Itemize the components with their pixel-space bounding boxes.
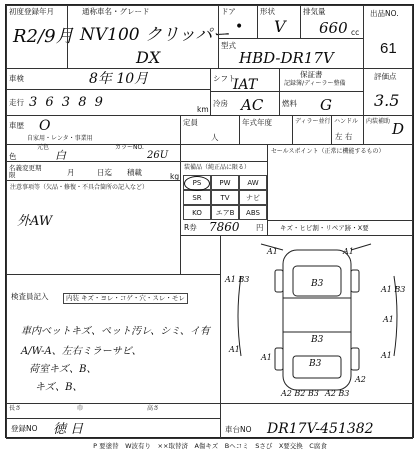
capacity-cell [180, 115, 240, 145]
color-label: 色 [9, 152, 17, 161]
ps-circle-mark [184, 176, 210, 191]
grade-value: 3.5 [374, 91, 400, 110]
diagram-mark-1: A1 B3 [225, 275, 250, 284]
history-label: 車歴 [9, 121, 24, 130]
inspector-label: 検査員記入 [11, 292, 49, 301]
history-sub: 自家用・レンタ・事業用 [27, 135, 93, 142]
length-label: 長さ [9, 405, 22, 412]
chassis-cell [220, 403, 413, 439]
diagram-mark-8: A1 [381, 351, 392, 360]
diagram-mark-6: B3 [309, 359, 322, 369]
width-label: 巾 [77, 405, 84, 412]
fuel-value: G [320, 96, 332, 114]
equip-navi: ナビ [239, 190, 267, 205]
displacement-label: 排気量 [303, 7, 326, 16]
displacement-cell [300, 5, 364, 39]
color-value: 白 [55, 149, 66, 162]
grade-value: DX [136, 48, 161, 67]
condition-cell [267, 220, 413, 236]
capacity-label: 定員 [183, 118, 198, 127]
chassis-value: DR17V-451382 [267, 421, 374, 437]
handle-value: 左 右 [335, 132, 353, 141]
mileage-value: 3 6 3 8 9 [29, 95, 105, 110]
first-reg-value: R2/9月 [13, 26, 74, 47]
car-name-value: NV100 クリッパー [80, 25, 230, 45]
equip-abs: ABS [239, 205, 267, 220]
model-value: HBD-DR17V [239, 49, 334, 67]
interior-cell [363, 115, 413, 145]
recycle-label: R券 [184, 223, 197, 232]
diagram-mark-10: A1 [261, 353, 272, 362]
diagram-mark-11: A2 [355, 375, 366, 384]
ac-label: 冷房 [213, 99, 228, 108]
fuel-label: 燃料 [282, 99, 297, 108]
equipment-label: 装備品（純正品に限る） [184, 164, 251, 171]
orig-color-label: 元色 [37, 144, 50, 151]
inspector-tabs: 内装 キズ・ヨレ・コゲ・穴・スレ・モレ [63, 293, 188, 304]
equip-ps: PS [183, 175, 211, 190]
door-label: ドア [221, 7, 236, 16]
remark-line-1: 車内ベットキズ、ペット汚レ、シミ、イ有 [21, 326, 210, 337]
sales-point-label: セールスポイント（正常に機能するもの） [271, 148, 385, 155]
year-model-label: 年式年度 [242, 118, 272, 127]
name-change-kind: 積載 [127, 168, 142, 177]
shape-cell [257, 5, 301, 39]
shift-cell [210, 68, 280, 92]
diagram-mark-13: A2 B3 [325, 389, 350, 398]
door-cell [218, 5, 258, 39]
diagram-mark-7: A1 [383, 315, 394, 324]
note-text: 外AW [17, 214, 53, 229]
color-no-value: 26U [147, 150, 169, 161]
name-change-month: 月 [67, 168, 75, 177]
inspection-label: 車検 [9, 74, 24, 83]
diagram-mark-14: A1 B3 [381, 285, 406, 294]
equip-tv: TV [211, 190, 239, 205]
inspection-value: 8年 10月 [89, 71, 149, 87]
equip-aw: AW [239, 175, 267, 190]
model-label: 型式 [221, 41, 236, 50]
recycle-value: 7860 [209, 220, 240, 234]
name-change-label: 名義変更期限 [9, 164, 42, 179]
dimensions-cell [6, 403, 221, 419]
diagram-cell [220, 235, 413, 404]
displacement-unit: cc [351, 28, 360, 37]
weight-unit: kg [170, 172, 180, 181]
inspector-cell [6, 274, 221, 404]
warranty-label: 保証書 [300, 70, 323, 79]
listing-no-cell [363, 5, 413, 69]
diagram-mark-9: A1 [229, 345, 240, 354]
reg-no-value: 徳 日 [53, 422, 84, 437]
car-name-label: 通称車名・グレード [82, 7, 150, 16]
notes-cell [6, 180, 181, 275]
legend: P 要塗替 W波有り ××取替済 A傷キズ Bヘコミ Sさび X要交換 C腐食 [93, 442, 327, 450]
diagram-mark-12: A2 B2 B3 [281, 389, 319, 398]
condition-label: キズ・ヒビ割・リペア跡・X要 [280, 224, 369, 232]
history-cell [6, 115, 181, 145]
sales-point-cell [267, 144, 413, 221]
equip-sr: SR [183, 190, 211, 205]
listing-no-value: 61 [380, 40, 397, 57]
diagram-mark-3: A1 [343, 247, 354, 256]
grade-label: 評価点 [374, 72, 397, 81]
ac-value: AC [241, 96, 264, 114]
diagram-mark-4: B3 [311, 279, 324, 289]
handle-cell [331, 115, 364, 145]
height-label: 高さ [147, 405, 160, 412]
shift-value: IAT [233, 77, 258, 93]
door-value: • [235, 19, 244, 35]
remark-line-4: キズ、B、 [35, 382, 83, 393]
dealer-cell [292, 115, 332, 145]
handle-label: ハンドル [334, 118, 359, 125]
warranty-sub: 記録簿/ディーラー整備 [284, 80, 346, 87]
chassis-label: 車台NO [225, 425, 252, 434]
grade-cell [363, 68, 413, 116]
capacity-unit: 人 [211, 133, 219, 142]
model-cell [218, 38, 364, 69]
diagram-mark-2: A1 [267, 247, 278, 256]
shape-value: V [274, 17, 286, 36]
name-change-day: 日迄 [97, 168, 112, 177]
history-value: O [39, 118, 51, 134]
inspection-cell [6, 68, 211, 90]
year-model-cell [239, 115, 293, 145]
reg-no-cell [6, 418, 221, 439]
recycle-unit: 円 [256, 223, 264, 232]
remark-line-2: A/W-A、左右ミラーサビ、 [21, 346, 142, 357]
color-cell [6, 144, 181, 162]
mileage-label: 走行 [9, 98, 24, 107]
color-no-label: カラーNO. [115, 144, 144, 151]
warranty-cell [279, 68, 364, 92]
listing-no-label: 出品NO. [370, 9, 399, 18]
notes-label: 注意事項等（欠品・修復・不具合箇所の記入など） [10, 184, 149, 191]
remark-line-3: 荷室キズ、B、 [29, 364, 97, 375]
shape-label: 形状 [260, 7, 275, 16]
equipment-cell [180, 161, 268, 236]
ac-cell [210, 91, 280, 116]
shift-label: シフト [213, 74, 236, 83]
name-change-cell [6, 161, 181, 181]
fuel-cell [279, 91, 364, 116]
displacement-value: 660 [319, 19, 348, 37]
auction-sheet [5, 4, 414, 438]
first-reg-label: 初度登録年月 [9, 7, 54, 16]
reg-no-label: 登録NO [11, 424, 38, 433]
interior-label: 内装補助 [366, 118, 391, 125]
diagram-mark-5: B3 [311, 335, 324, 345]
mileage-unit: km [197, 105, 209, 114]
equip-airbag: エアB [211, 205, 239, 220]
dealer-label: ディラー並行 [295, 118, 331, 125]
equip-pw: PW [211, 175, 239, 190]
first-reg-cell [6, 5, 74, 69]
interior-value: D [392, 120, 405, 138]
equip-ko: KO [183, 205, 211, 220]
mileage-cell [6, 89, 211, 116]
